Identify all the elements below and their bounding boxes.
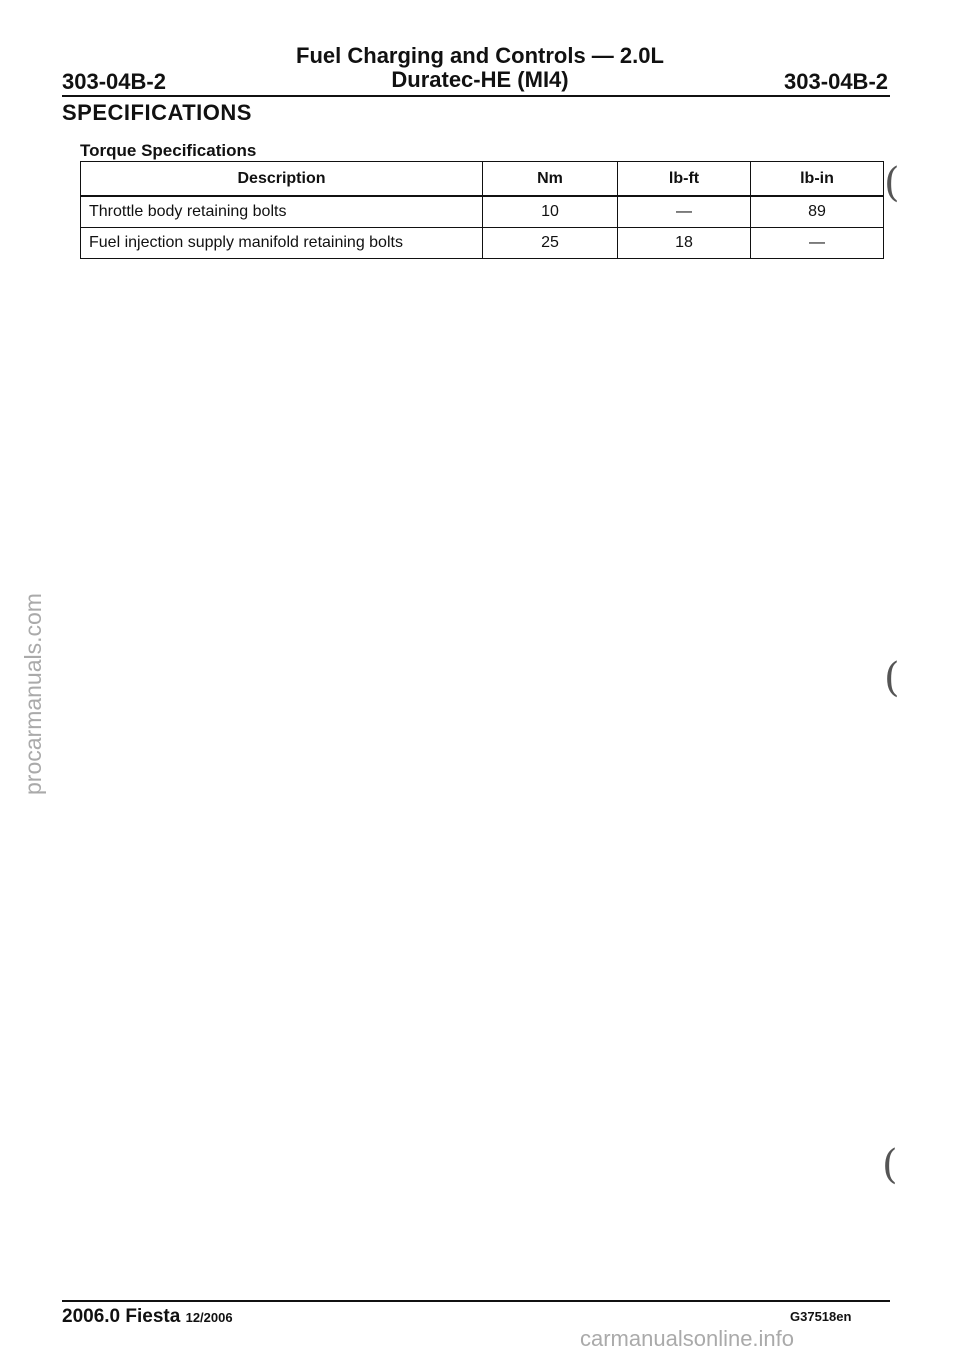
torque-spec-table bbox=[80, 161, 884, 259]
col-header-description: Description bbox=[81, 162, 483, 197]
side-watermark: procarmanuals.com bbox=[20, 593, 46, 795]
footer-code: G37518en bbox=[790, 1309, 852, 1324]
section-subtitle: Torque Specifications bbox=[80, 141, 257, 160]
cell-lb-ft: — bbox=[618, 196, 751, 228]
col-header-nm: Nm bbox=[483, 162, 618, 197]
binding-mark-2: ( bbox=[884, 655, 900, 701]
binding-mark-3: ( bbox=[882, 1142, 898, 1188]
header-title-line2: Duratec-HE (MI4) bbox=[391, 67, 569, 92]
table-row bbox=[81, 228, 884, 259]
cell-lb-ft: 18 bbox=[618, 228, 751, 259]
bottom-watermark: carmanualsonline.info bbox=[580, 1326, 795, 1351]
footer-date: 12/2006 bbox=[185, 1310, 233, 1325]
cell-description: Fuel injection supply manifold retaining bolts bbox=[81, 228, 483, 259]
cell-nm: 10 bbox=[483, 196, 618, 228]
header-title-line1: Fuel Charging and Controls — 2.0L bbox=[296, 43, 664, 68]
table-row bbox=[81, 196, 884, 228]
binding-mark-1: ( bbox=[884, 160, 900, 206]
header-code-right: 303-04B-2 bbox=[784, 69, 888, 94]
cell-lb-in: 89 bbox=[751, 196, 884, 228]
col-header-lb-in: lb-in bbox=[751, 162, 884, 197]
footer-model bbox=[62, 1306, 233, 1328]
footer-model-name: 2006.0 Fiesta bbox=[62, 1306, 181, 1327]
header-rule bbox=[62, 95, 890, 97]
footer-rule bbox=[62, 1300, 890, 1302]
cell-lb-in: — bbox=[751, 228, 884, 259]
header-code-left: 303-04B-2 bbox=[62, 69, 166, 94]
section-title: SPECIFICATIONS bbox=[62, 100, 252, 125]
cell-description: Throttle body retaining bolts bbox=[81, 196, 483, 228]
cell-nm: 25 bbox=[483, 228, 618, 259]
table-header-row bbox=[81, 162, 884, 197]
col-header-lb-ft: lb-ft bbox=[618, 162, 751, 197]
